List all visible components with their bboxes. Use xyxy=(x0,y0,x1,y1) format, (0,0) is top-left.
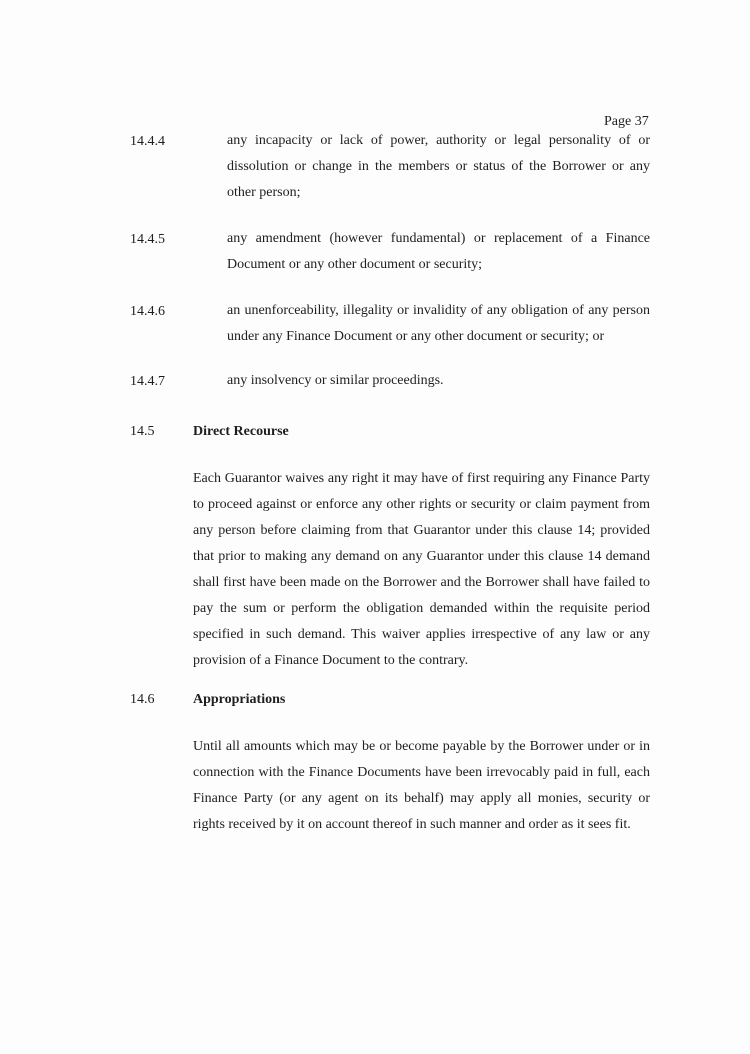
section-body-appropriations: Until all amounts which may be or become payable by the Borrower under or in connection with the Finance Documents have been irrevocably paid in full, each Finance Party (or any agent on its behalf) may apply all monies, security or rights received by it on account thereof in such manner and order as it sees fit. xyxy=(193,739,650,832)
section-body-direct-recourse: Each Guarantor waives any right it may have of first requiring any Finance Party to proceed against or enforce any other rights or security or claim payment from any person before claiming from that Guarantor under this clause 14; provided that prior to making any demand on any Guarantor under this clause 14 demand shall first have been made on the Borrower and the Borrower shall have failed to pay the sum or perform the obligation demanded within the requisite period specified in such demand. This waiver applies irrespective of any law or any provision of a Finance Document to the contrary. xyxy=(193,471,650,668)
clause-number-14-4-4: 14.4.4 xyxy=(130,134,165,149)
clause-number-14-4-5: 14.4.5 xyxy=(130,232,165,247)
section-number-14-6: 14.6 xyxy=(130,692,155,707)
page-number: Page 37 xyxy=(604,114,649,129)
clause-text-14-4-4: any incapacity or lack of power, authority or legal personality of or dissolution or change in the members or status of the Borrower or any other person; xyxy=(227,133,650,200)
section-heading-direct-recourse: Direct Recourse xyxy=(193,424,289,439)
clause-text-14-4-6: an unenforceability, illegality or invalidity of any obligation of any person under any Finance Document or any other document or security; or xyxy=(227,303,650,344)
section-heading-appropriations: Appropriations xyxy=(193,692,286,707)
section-number-14-5: 14.5 xyxy=(130,424,155,439)
clause-text-14-4-7: any insolvency or similar proceedings. xyxy=(227,373,444,388)
clause-text-14-4-5: any amendment (however fundamental) or replacement of a Finance Document or any other document or security; xyxy=(227,231,650,272)
clause-number-14-4-7: 14.4.7 xyxy=(130,374,165,389)
clause-number-14-4-6: 14.4.6 xyxy=(130,304,165,319)
